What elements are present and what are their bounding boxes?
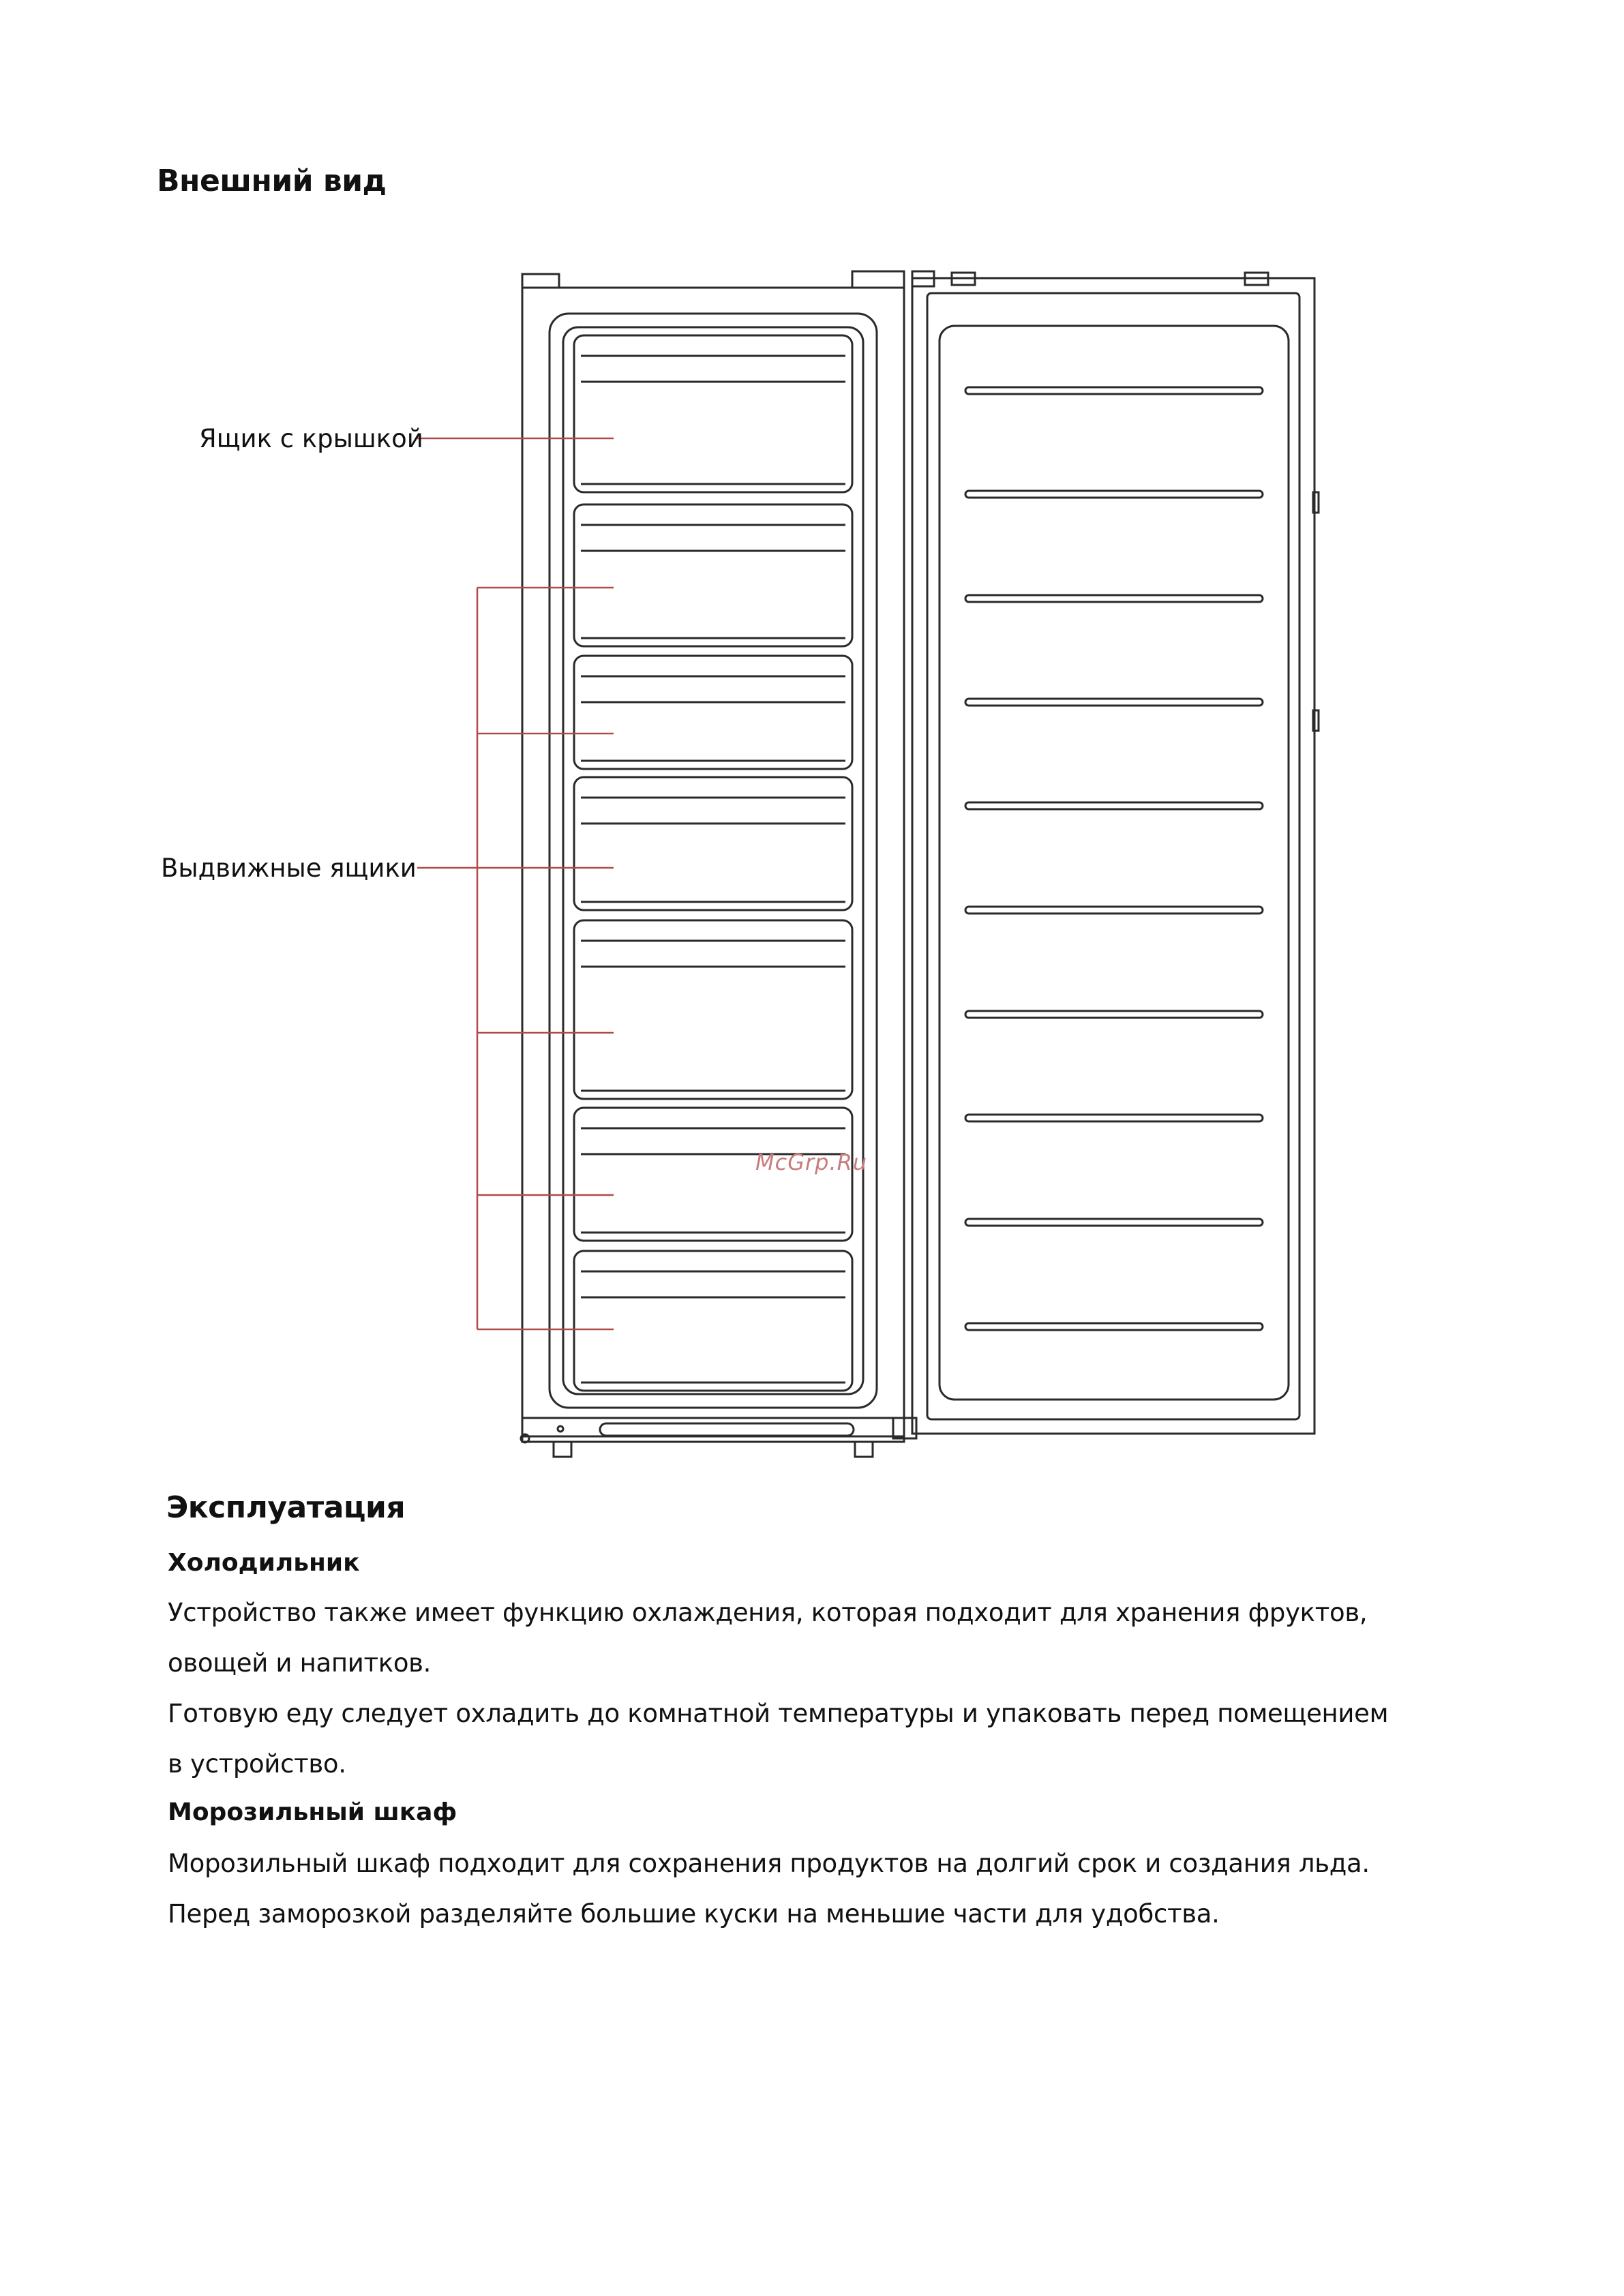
foot-right bbox=[855, 1442, 873, 1457]
cabinet-inner-frame bbox=[550, 314, 877, 1408]
door-shelf-rib bbox=[965, 1115, 1263, 1121]
door-shelf-rib bbox=[965, 1219, 1263, 1226]
refrigerator-line-3: Готовую еду следует охладить до комнатной температуры и упаковать перед помещением bbox=[168, 1699, 1389, 1728]
refrigerator-line-2: овощей и напитков. bbox=[168, 1648, 432, 1678]
freezer-line-2: Перед заморозкой разделяйте большие куски на меньшие части для удобства. bbox=[168, 1899, 1220, 1929]
cabinet-inner-liner bbox=[563, 327, 863, 1394]
top-hinge-left bbox=[522, 274, 559, 288]
door-shelf-rib bbox=[965, 1323, 1263, 1330]
pull-out-drawer bbox=[574, 1251, 852, 1391]
door-liner bbox=[939, 326, 1289, 1400]
section-title-appearance: Внешний вид bbox=[157, 164, 387, 198]
label-drawer-with-lid: Ящик с крышкой bbox=[199, 424, 423, 453]
screw-base bbox=[558, 1426, 563, 1432]
door-outer bbox=[912, 278, 1314, 1434]
door-frame bbox=[927, 293, 1299, 1419]
door-side-tab-2 bbox=[1313, 710, 1319, 731]
cabinet-base bbox=[522, 1418, 904, 1442]
pull-out-drawer bbox=[574, 777, 852, 910]
door-shelf-rib bbox=[965, 907, 1263, 913]
pull-out-drawer bbox=[574, 504, 852, 646]
callout-lines bbox=[417, 438, 614, 1329]
heading-freezer: Морозильный шкаф bbox=[168, 1798, 457, 1826]
freezer-line-1: Морозильный шкаф подходит для сохранения продуктов на долгий срок и создания льда. bbox=[168, 1849, 1370, 1878]
drawer-with-lid bbox=[574, 335, 852, 492]
watermark: McGrp.Ru bbox=[755, 1149, 868, 1175]
foot-left bbox=[554, 1442, 571, 1457]
label-pull-out-drawers: Выдвижные ящики bbox=[161, 854, 417, 883]
door-shelf-rib bbox=[965, 387, 1263, 394]
heading-refrigerator: Холодильник bbox=[168, 1549, 360, 1577]
pull-out-drawer bbox=[574, 656, 852, 769]
base-grille bbox=[600, 1423, 854, 1436]
door-shelf-rib bbox=[965, 1011, 1263, 1018]
door-shelf-rib bbox=[965, 491, 1263, 498]
cabinet-body bbox=[522, 288, 904, 1436]
refrigerator-line-1: Устройство также имеет функцию охлаждения, которая подходит для хранения фруктов, bbox=[168, 1598, 1368, 1627]
section-title-operation: Эксплуатация bbox=[166, 1490, 406, 1525]
door-shelf-rib bbox=[965, 699, 1263, 706]
door-shelf-rib bbox=[965, 595, 1263, 602]
door-side-tab-1 bbox=[1313, 492, 1319, 513]
refrigerator-line-4: в устройство. bbox=[168, 1749, 346, 1779]
door-shelf-rib bbox=[965, 802, 1263, 809]
pull-out-drawer bbox=[574, 920, 852, 1099]
top-hinge-right bbox=[852, 271, 904, 288]
